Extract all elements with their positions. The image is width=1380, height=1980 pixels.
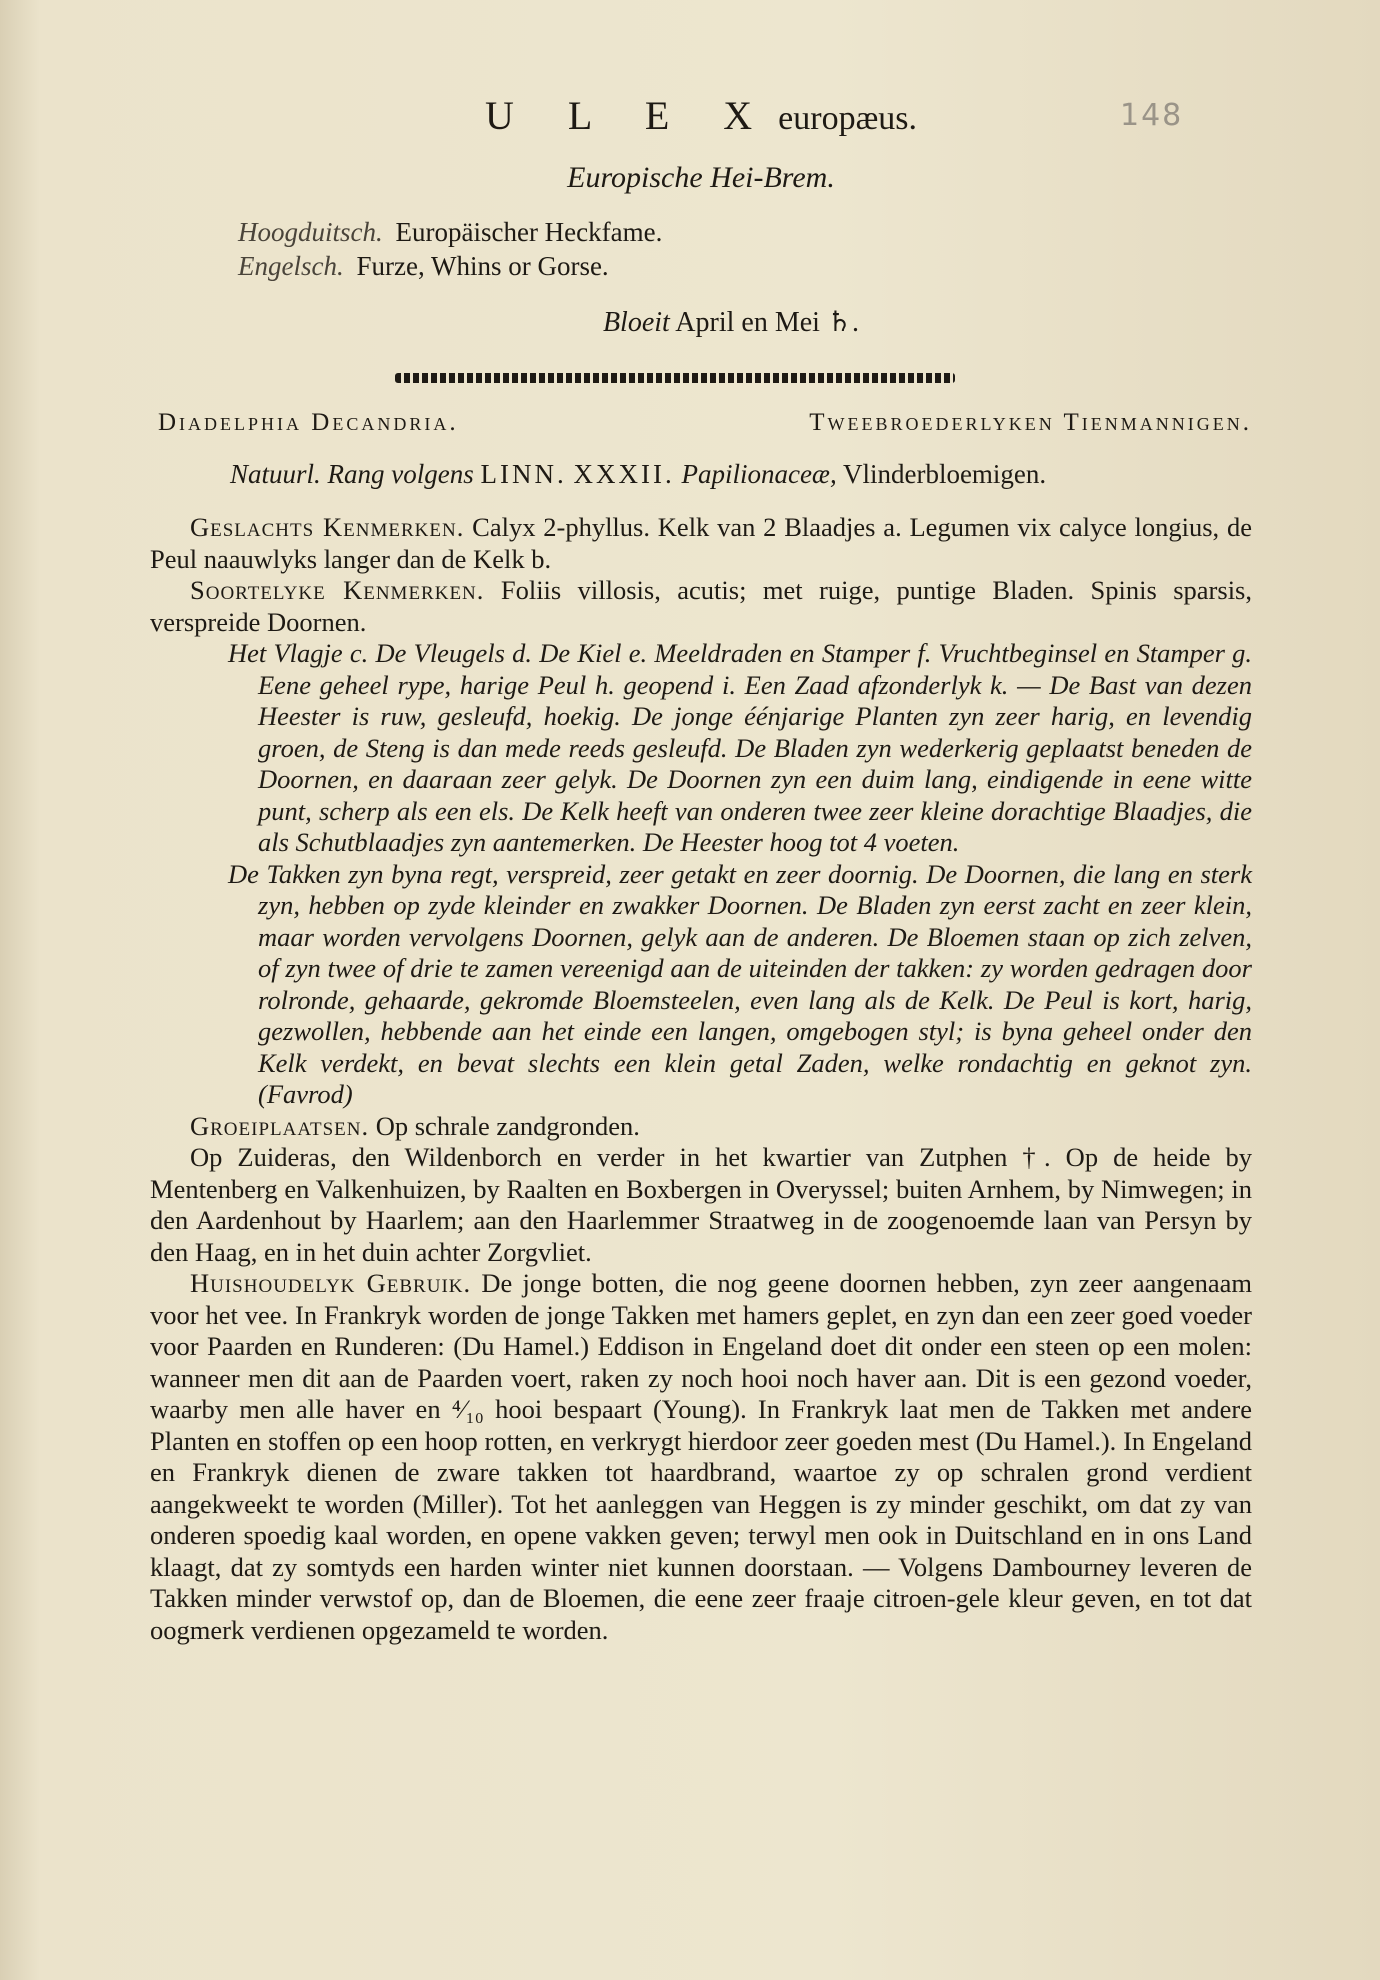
class-dutch: Tweebroederlyken Tienmannigen. (809, 409, 1252, 436)
rank-prefix: Natuurl. Rang volgens (230, 459, 474, 489)
linnaean-classification (158, 409, 1252, 437)
habitat (150, 1111, 1252, 1143)
section-text: Op schrale zandgronden. (375, 1110, 640, 1141)
language-label: Engelsch. (238, 251, 344, 281)
description-block (228, 638, 1252, 1111)
bloom-label: Bloeit (602, 307, 670, 338)
section-text: Foliis villosis, acutis; met ruige, puntige Bladen. Spinis sparsis, verspreide Doornen. (150, 575, 1252, 637)
bloom-text: April en Mei ♄. (675, 307, 860, 338)
natural-rank (230, 459, 1252, 490)
genus-characters (150, 512, 1252, 575)
vernacular-names (238, 215, 1252, 283)
ornamental-divider (395, 373, 955, 383)
section-heading: Huishoudelyk Gebruik. (190, 1268, 472, 1298)
vernacular-name: Europäischer Heckfame. (395, 217, 663, 247)
dutch-common-name: Europische Hei-Brem. (567, 161, 835, 194)
description-paragraph-2: De Takken zyn byna regt, verspreid, zeer getakt en zeer doornig. De Doornen, die lang en sterk zyn, hebben op zyde kleinder en zwakker Doornen. De Bladen zyn eerst zacht en zeer klein, maar worden vervolgens Doornen, gelyk aan de anderen. De Bloemen staan op zich zelven, of zyn twee of drie te zamen vereenigd aan de uiteinden der takken: zy worden gedragen door rolronde, gehaarde, gekromde Bloemsteelen, even lang als de Kelk. De Peul is kort, harig, gezwollen, hebbende aan het einde een langen, omgebogen styl; is byna geheel onder den Kelk verdekt, en bevat slechts een klein getal Zaden, welke rondachtig en geknot zyn. (Favrod) (228, 858, 1252, 1109)
language-label: Hoogduitsch. (238, 217, 383, 247)
rank-author: LINN. (480, 459, 567, 489)
rank-number: XXXII. (573, 459, 675, 489)
rank-dutch: Vlinderbloemigen. (842, 459, 1047, 489)
localities: Op Zuideras, den Wildenborch en verder in het kwartier van Zutphen †. Op de heide by Mentenberg en Valkenhuizen, by Raalten en Boxbergen in Overyssel; buiten Arnhem, by Nimwegen; in den Aardenhout by Haarlem; aan den Haarlemmer Straatweg in de zoogenoemde laan van Persyn by den Haag, en in het duin achter Zorgvliet. (150, 1142, 1252, 1267)
species-characters (150, 575, 1252, 638)
main-text (150, 512, 1252, 1646)
section-heading: Soortelyke Kenmerken. (190, 575, 485, 605)
vernacular-german (238, 215, 1252, 249)
section-text: Calyx 2-phyllus. Kelk van 2 Blaadjes a. Legumen vix calyce longius, de Peul naauwlyks langer dan de Kelk b. (150, 512, 1253, 574)
flowering-period (210, 305, 1252, 339)
pencil-page-number: 148 (1120, 98, 1184, 133)
vernacular-english (238, 249, 1252, 283)
economic-use (150, 1268, 1252, 1646)
rank-order: Papilionaceæ, (681, 459, 837, 489)
page-title (150, 92, 1252, 139)
genus-name: U L E X (485, 93, 775, 138)
description-paragraph-1: Het Vlagje c. De Vleugels d. De Kiel e. Meeldraden en Stamper f. Vruchtbeginsel en Stamper g. Eene geheel rype, harige Peul h. geopend i. Een Zaad afzonderlyk k. — De Bast van dezen Heester is ruw, gesleufd, hoekig. De jonge éénjarige Planten zyn zeer harig, en levendig groen, de Steng is dan mede reeds gesleufd. De Bladen zyn wederkerig geplaatst beneden de Doornen, en daaraan zeer gelyk. De Doornen zyn een duim lang, eindigende in eene witte punt, scherp als een els. De Kelk heeft van onderen twee zeer kleine dorachtige Blaadjes, die als Schutblaadjes zyn aantemerken. De Heester hoog tot 4 voeten. (228, 638, 1252, 857)
section-text: De jonge botten, die nog geene doornen hebben, zyn zeer aangenaam voor het vee. In Frankryk worden de jonge Takken met hamers geplet, en zyn dan een zeer goed voeder voor Paarden en Runderen: (Du Hamel.) Eddison in Engeland doet dit onder een steen op een molen: wanneer men dit aan de Paarden voert, raken zy noch hooi noch haver aan. Dit is een gezond voeder, waarby men alle haver en ⁴⁄₁₀ hooi bespaart (Young). In Frankryk laat men de Takken met andere Planten en stoffen op een hoop rotten, en verkrygt hierdoor zeer goeden mest (Du Hamel.). In Engeland en Frankryk dienen de zware takken tot haardbrand, waartoe zy op schralen grond verdient aangekweekt te worden (Miller). Tot het aanleggen van Heggen is zy minder geschikt, om dat zy van onderen spoedig kaal worden, en opene vakken geven; terwyl men ook in Duitschland en in ons Land klaagt, dat zy somtyds een harden winter niet kunnen doorstaan. — Volgens Dambourney leveren de Takken minder verwstof op, dan de Bloemen, die eene zeer fraaje citroen-gele kleur geven, en tot dat oogmerk verdienen opgezameld te worden. (150, 1268, 1253, 1645)
section-heading: Groeiplaatsen. (190, 1110, 370, 1141)
class-latin: Diadelphia Decandria. (158, 409, 459, 436)
section-heading: Geslachts Kenmerken. (190, 512, 465, 542)
species-name: europæus. (778, 100, 917, 137)
vernacular-name: Furze, Whins or Gorse. (356, 251, 609, 281)
